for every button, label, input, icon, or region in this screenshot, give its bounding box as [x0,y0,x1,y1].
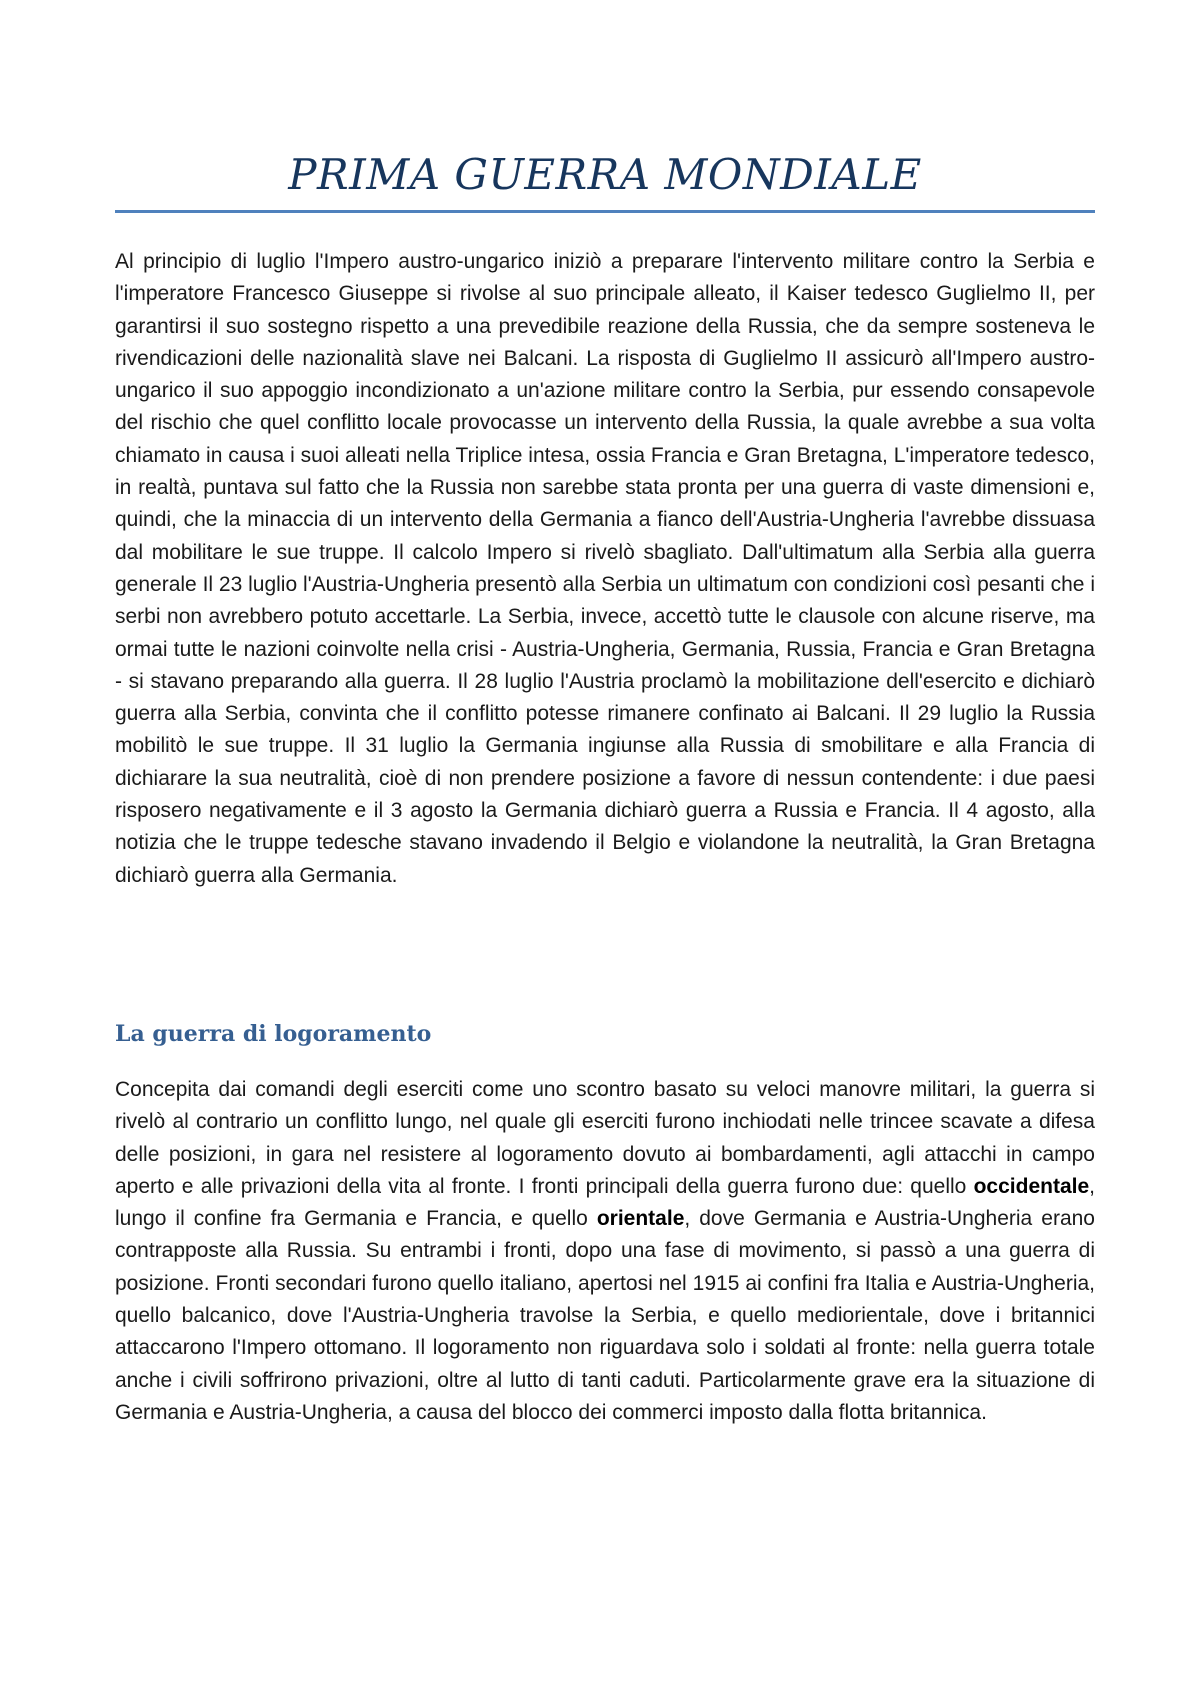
paragraph-intro: Al principio di luglio l'Impero austro-ungarico iniziò a preparare l'intervento militare contro la Serbia e l'imperatore Francesco Giuseppe si rivolse al suo principale alleato, il Kaiser tedesco Guglielmo II, per garantirsi il suo sostegno rispetto a una prevedibile reazione della Russia, che da sempre sosteneva le rivendicazioni delle nazionalità slave nei Balcani. La risposta di Guglielmo II assicurò all'Impero austro-ungarico il suo appoggio incondizionato a un'azione militare contro la Serbia, pur essendo consapevole del rischio che quel conflitto locale provocasse un intervento della Russia, la quale avrebbe a sua volta chiamato in causa i suoi alleati nella Triplice intesa, ossia Francia e Gran Bretagna, L'imperatore tedesco, in realtà, puntava sul fatto che la Russia non sarebbe stata pronta per una guerra di vaste dimensioni e, quindi, che la minaccia di un intervento della Germania a fianco dell'Austria-Ungheria l'avrebbe dissuasa dal mobilitare le sue truppe. Il calcolo Impero si rivelò sbagliato. Dall'ultimatum alla Serbia alla guerra generale Il 23 luglio l'Austria-Ungheria presentò alla Serbia un ultimatum con condizioni così pesanti che i serbi non avrebbero potuto accettarle. La Serbia, invece, accettò tutte le clausole con alcune riserve, ma ormai tutte le nazioni coinvolte nella crisi - Austria-Ungheria, Germania, Russia, Francia e Gran Bretagna - si stavano preparando alla guerra. Il 28 luglio l'Austria proclamò la mobilitazione dell'esercito e dichiarò guerra alla Serbia, convinta che il conflitto potesse rimanere confinato ai Balcani. Il 29 luglio la Russia mobilitò le sue truppe. Il 31 luglio la Germania ingiunse alla Russia di smobilitare e alla Francia di dichiarare la sua neutralità, cioè di non prendere posizione a favore di nessun contendente: i due paesi risposero negativamente e il 3 agosto la Germania dichiarò guerra a Russia e Francia. Il 4 agosto, alla notizia che le truppe tedesche stavano invadendo il Belgio e violandone la neutralità, la Gran Bretagna dichiarò guerra alla Germania. [115,250,1095,887]
document-title: PRIMA GUERRA MONDIALE [288,150,922,199]
paragraph-text: Concepita dai comandi degli eserciti come uno scontro basato su veloci manovre militari, la guerra si rivelò al contrario un conflitto lungo, nel quale gli eserciti furono inchiodati nelle trincee scavate a difesa delle posizioni, in gara nel resistere al logoramento dovuto ai bombardamenti, agli attacchi in campo aperto e alle privazioni della vita al fronte. I fronti principali della guerra furono due: quello [115,1078,1095,1198]
section-heading-logoramento: La guerra di logoramento [115,1021,432,1047]
paragraph-text: , lungo il confine fra Germania e Francia, e quello [115,1174,1095,1231]
bold-term-orientale: orientale [596,1207,685,1231]
paragraph-logoramento [115,1074,1095,1429]
title-underline [115,210,1095,213]
paragraph-text: , dove Germania e Austria-Ungheria erano contrapposte alla Russia. Su entrambi i fronti, dopo una fase di movimento, si passò a una guerra di posizione. Fronti secondari furono quello italiano, apertosi nel 1915 ai confini fra Italia e Austria-Ungheria, quello balcanico, dove l'Austria-Ungheria travolse la Serbia, e quello mediorientale, dove i britannici attaccarono l'Impero ottomano. Il logoramento non riguardava solo i soldati al fronte: nella guerra totale anche i civili soffrirono privazioni, oltre al lutto di tanti caduti. Particolarmente grave era la situazione di Germania e Austria-Ungheria, a causa del blocco dei commerci imposto dalla flotta britannica. [115,1207,1095,1424]
bold-term-occidentale: occidentale [973,1174,1090,1198]
